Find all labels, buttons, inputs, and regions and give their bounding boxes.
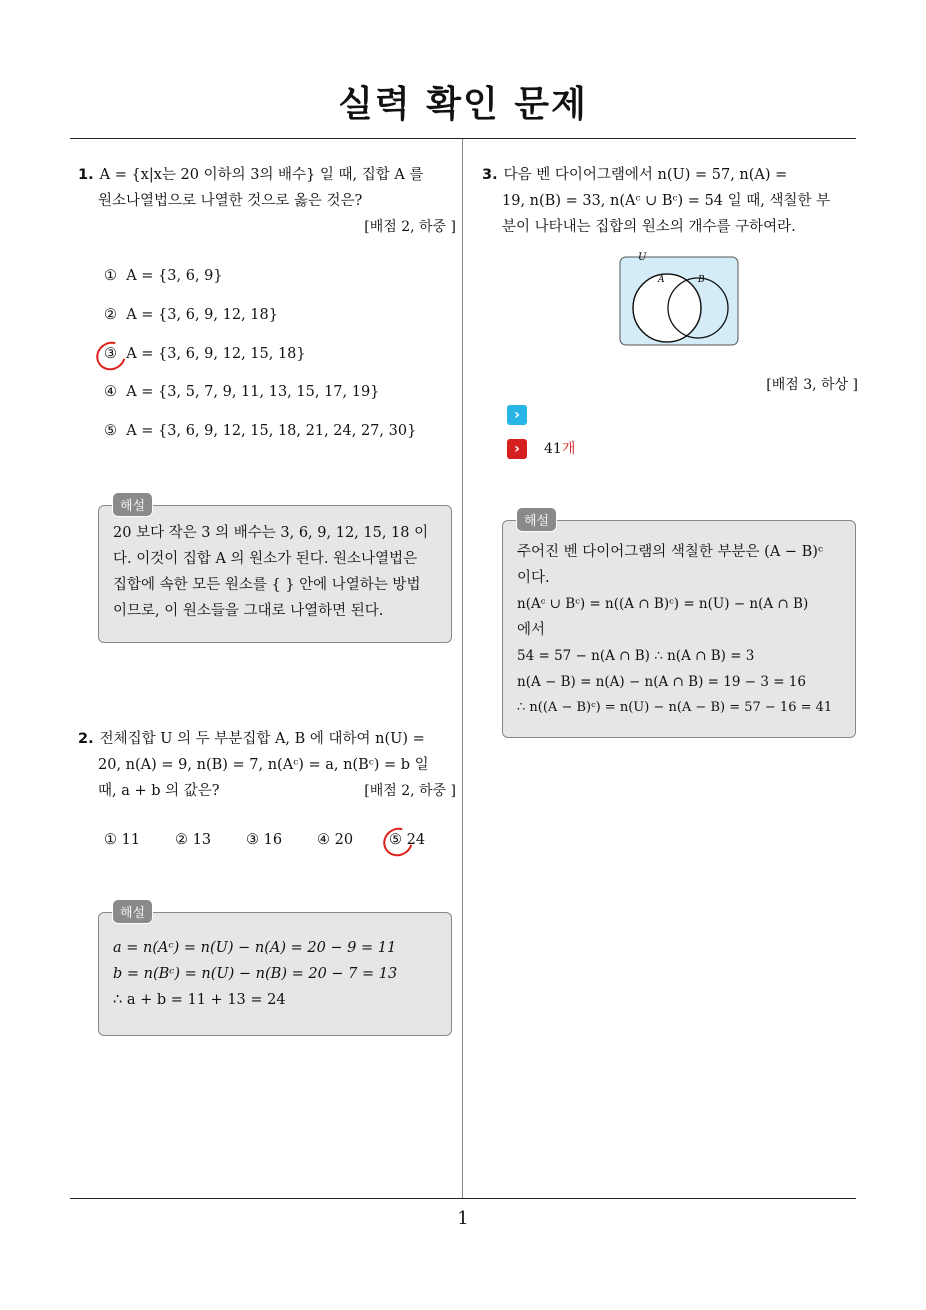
choice-mark: ④ [317,832,330,848]
question-number: 1. [78,167,94,183]
solution-box [98,505,452,643]
question-text-line: 원소나열법으로 나열한 것으로 옳은 것은? [98,193,363,209]
selected-answer-circle [378,822,418,861]
choice-mark: ② [104,307,117,323]
choice-2[interactable] [175,832,211,848]
solution-line: n(A − B) = n(A) − n(A ∩ B) = 19 − 3 = 16 [517,674,806,690]
question-text-line: 20, n(A) = 9, n(B) = 7, n(Aᶜ) = a, n(Bᶜ) = b 일 [98,757,429,773]
choice-2[interactable] [104,307,278,323]
answer-text [544,438,575,458]
solution-line: 주어진 벤 다이어그램의 색칠한 부분은 (A − B)ᶜ [517,544,823,560]
choice-text: 13 [192,832,212,848]
choice-4[interactable] [317,832,353,848]
page-title: 실력 확인 문제 [338,84,588,125]
solution-line: n(Aᶜ ∪ Bᶜ) = n((A ∩ B)ᶜ) = n(U) − n(A ∩ B) [517,596,809,612]
choice-mark: ① [104,268,117,284]
choice-text: 24 [406,832,426,848]
choice-text: A = {3, 6, 9, 12, 18} [126,307,278,323]
page-number: 1 [457,1208,469,1229]
choice-text: A = {3, 6, 9, 12, 15, 18} [126,346,306,362]
choice-text: A = {3, 6, 9, 12, 15, 18, 21, 24, 27, 30} [126,423,417,439]
answer-reveal-icon[interactable]: › [507,439,527,459]
solution-line: a = n(Aᶜ) = n(U) − n(A) = 20 − 9 = 11 [113,940,397,956]
choice-mark: ⑤ [389,832,402,848]
question-number: 2. [78,731,94,747]
choice-text: 20 [334,832,354,848]
solution-line: 이다. [517,570,550,586]
footer-rule [70,1198,856,1199]
choice-5[interactable] [104,423,416,439]
solution-line: 에서 [517,622,546,638]
choice-3[interactable] [104,346,306,362]
choice-3[interactable] [246,832,282,848]
score-label: [배점 2, 하중 ] [364,783,456,799]
question-3 [482,162,858,240]
question-1 [78,162,456,240]
venn-label-u: U [638,252,647,263]
solution-line: 집합에 속한 모든 원소를 { } 안에 나열하는 방법 [113,577,421,593]
header-rule [70,138,856,139]
score-label: [배점 2, 하중 ] [364,219,456,235]
answer-value: 41 [544,441,562,457]
question-2 [78,726,456,804]
choice-mark: ③ [104,346,117,362]
question-text-line: A = {x|x는 20 이하의 3의 배수} 일 때, 집합 A 를 [99,167,424,183]
solution-tag: 해설 [112,492,153,517]
choice-mark: ① [104,832,117,848]
choice-text: 16 [263,832,283,848]
solution-line: 54 = 57 − n(A ∩ B) ∴ n(A ∩ B) = 3 [517,648,755,664]
choice-mark: ④ [104,384,117,400]
answer-toggle-icon[interactable]: › [507,405,527,425]
question-text-line: 19, n(B) = 33, n(Aᶜ ∪ Bᶜ) = 54 일 때, 색칠한 부 [502,193,831,209]
choice-1[interactable] [104,268,223,284]
question-number: 3. [482,167,498,183]
column-divider [462,139,463,1198]
solution-line: 다. 이것이 집합 A 의 원소가 된다. 원소나열법은 [113,551,418,567]
solution-tag: 해설 [112,899,153,924]
choice-mark: ⑤ [104,423,117,439]
selected-answer-circle [91,336,131,375]
choice-mark: ② [175,832,188,848]
choice-text: A = {3, 6, 9} [126,268,223,284]
venn-label-a: A [658,275,665,285]
venn-label-b: B [698,275,705,285]
choice-text: A = {3, 5, 7, 9, 11, 13, 15, 17, 19} [126,384,380,400]
choice-1[interactable] [104,832,140,848]
solution-line: 이므로, 이 원소들을 그대로 나열하면 된다. [113,603,384,619]
solution-line: ∴ a + b = 11 + 13 = 24 [113,992,286,1008]
choice-4[interactable] [104,384,379,400]
solution-box [502,520,856,738]
solution-tag: 해설 [516,507,557,532]
solution-line: ∴ n((A − B)ᶜ) = n(U) − n(A − B) = 57 − 16 = 41 [517,700,833,715]
solution-line: 20 보다 작은 3 의 배수는 3, 6, 9, 12, 15, 18 이 [113,525,429,541]
question-text-line: 다음 벤 다이어그램에서 n(U) = 57, n(A) = [503,167,788,183]
venn-diagram [618,252,742,348]
question-text-line: 때, a + b 의 값은? [98,783,220,799]
score-label: [배점 3, 하상 ] [766,377,858,393]
question-text-line: 전체집합 U 의 두 부분집합 A, B 에 대하여 n(U) = [99,731,425,747]
answer-unit: 개 [561,441,576,457]
solution-box [98,912,452,1036]
question-text-line: 분이 나타내는 집합의 원소의 개수를 구하여라. [502,219,796,235]
choice-mark: ③ [246,832,259,848]
choice-text: 11 [121,832,141,848]
solution-line: b = n(Bᶜ) = n(U) − n(B) = 20 − 7 = 13 [113,966,398,982]
